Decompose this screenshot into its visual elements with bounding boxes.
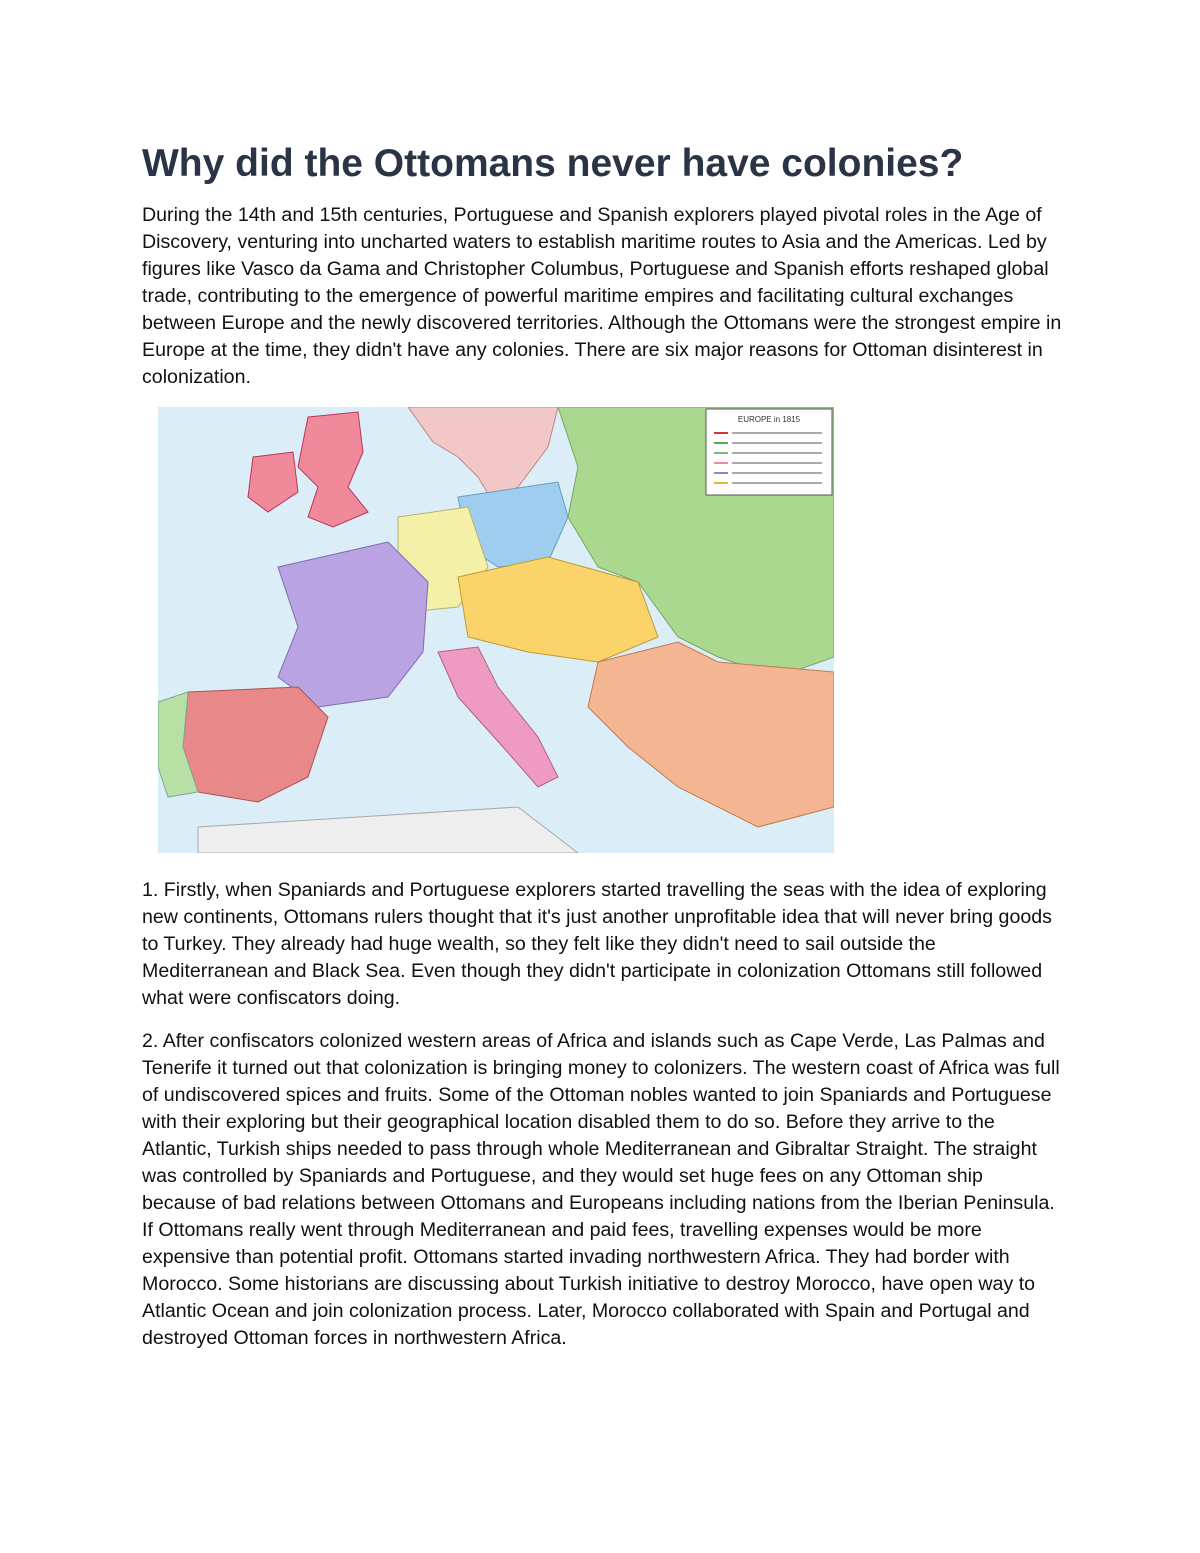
document-title: Why did the Ottomans never have colonies? xyxy=(142,142,964,185)
map-graphic xyxy=(158,407,834,853)
legend-title: EUROPE in 1815 xyxy=(737,415,801,424)
intro-paragraph: During the 14th and 15th centuries, Portuguese and Spanish explorers played pivotal roles in the Age of Discovery, venturing into uncharted waters to establish maritime routes to Asia and the Americas. Led by figures like Vasco da Gama and Christopher Columbus, Portuguese and Spanish efforts reshaped global trade, contributing to the emergence of powerful maritime empires and facilitating cultural exchanges between Europe and the newly discovered territories. Although the Ottomans were the strongest empire in Europe at the time, they didn't have any colonies. There are six major reasons for Ottoman disinterest in colonization. xyxy=(142,204,1062,388)
point-1-paragraph: 1. Firstly, when Spaniards and Portuguese explorers started travelling the seas with the idea of exploring new continents, Ottomans rulers thought that it's just another unprofitable idea that will never bring goods to Turkey. They already had huge wealth, so they felt like they didn't need to sail outside the Mediterranean and Black Sea. Even though they didn't participate in colonization Ottomans still followed what were confiscators doing. xyxy=(142,879,1052,1009)
point-2-paragraph: 2. After confiscators colonized western areas of Africa and islands such as Cape Verde, Las Palmas and Tenerife it turned out that colonization is bringing money to colonizers. The western coast of Africa was full of undiscovered spices and fruits. Some of the Ottoman nobles wanted to join Spaniards and Portuguese with their exploring but their geographical location disabled them to do so. Before they arrive to the Atlantic, Turkish ships needed to pass through whole Mediterranean and Gibraltar Straight. The straight was controlled by Spaniards and Portuguese, and they would set huge fees on any Ottoman ship because of bad relations between Ottomans and Europeans including nations from the Iberian Peninsula. If Ottomans really went through Mediterranean and paid fees, travelling expenses would be more expensive than potential profit. Ottomans started invading northwestern Africa. They had border with Morocco. Some historians are discussing about Turkish initiative to destroy Morocco, have open way to Atlantic Ocean and join colonization process. Later, Morocco collaborated with Spain and Portugal and destroyed Ottoman forces in northwestern Africa. xyxy=(142,1030,1060,1349)
europe-1815-map xyxy=(158,407,834,853)
document-content xyxy=(142,140,1062,1368)
